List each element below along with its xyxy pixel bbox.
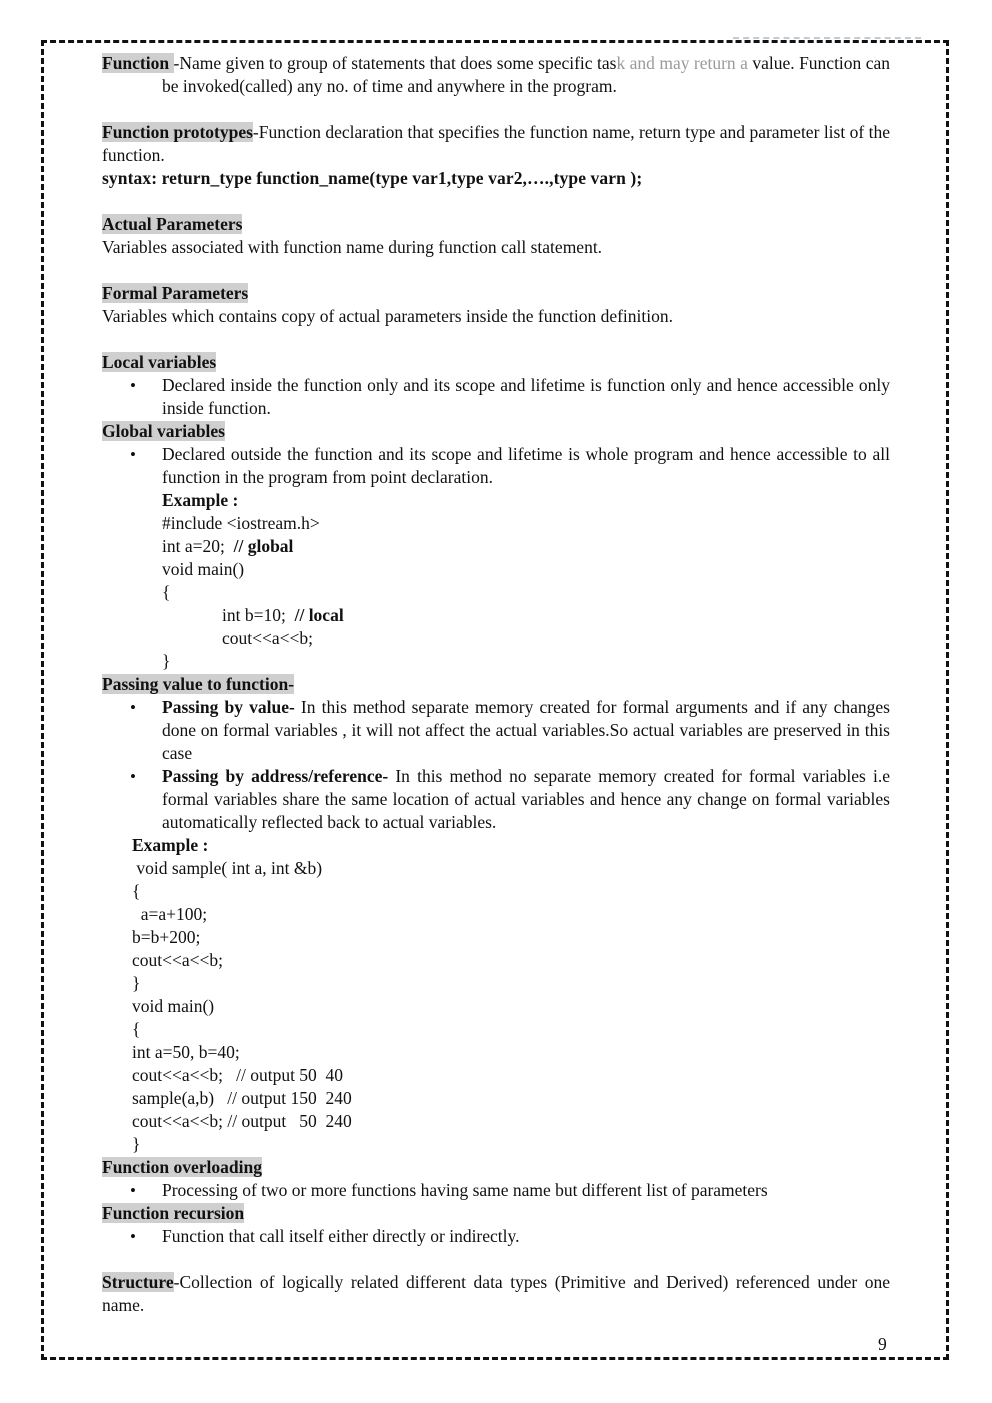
faded-text: k and may return a: [616, 53, 748, 73]
formal-params-heading: Formal Parameters: [102, 283, 249, 303]
code-line: cout<<a<<b;: [132, 950, 223, 970]
recursion-heading: Function recursion: [102, 1203, 245, 1223]
code-line: cout<<a<<b; // output 50 40: [132, 1065, 344, 1085]
code-line: b=b+200;: [132, 927, 201, 947]
local-vars-bullet: • Declared inside the function only and its scope and lifetime is function only and hence accessible only inside function.: [102, 374, 890, 420]
code-line: {: [132, 881, 141, 901]
code-line: }: [162, 651, 171, 671]
overloading-heading: Function overloading: [102, 1157, 262, 1177]
code-line: cout<<a<<b;: [222, 628, 313, 648]
code-line: int b=10; // local: [222, 605, 344, 625]
global-vars-bullet: • Declared outside the function and its scope and lifetime is whole program and hence accessible to all function in the program from point declaration.: [102, 443, 890, 489]
actual-params-text: Variables associated with function name during function call statement.: [102, 237, 603, 257]
code-line: void sample( int a, int &b): [132, 858, 323, 878]
global-example-label: Example :: [162, 490, 239, 510]
passing-by-reference-bullet: • Passing by address/reference- In this method no separate memory created for formal variables i.e formal variables share the same location of actual variables and hence any change on formal variables automatically reflected back to actual variables.: [102, 765, 890, 834]
code-line: #include <iostream.h>: [162, 513, 320, 533]
passing-heading: Passing value to function-: [102, 674, 295, 694]
term-structure: Structure: [102, 1272, 174, 1292]
local-vars-heading: Local variables: [102, 352, 217, 372]
prototype-syntax: syntax: return_type function_name(type var1,type var2,….,type varn );: [102, 168, 643, 188]
term-function: Function: [102, 53, 174, 73]
passing-by-value-bullet: • Passing by value- In this method separate memory created for formal arguments and if any changes done on formal variables , it will not affect the actual variables.So actual variables are preserved in this case: [102, 696, 890, 765]
code-line: sample(a,b) // output 150 240: [132, 1088, 352, 1108]
structure-definition: Structure-Collection of logically related different data types (Primitive and Derived) referenced under one name.: [102, 1272, 890, 1315]
code-line: int a=20; // global: [162, 536, 294, 556]
global-vars-heading: Global variables: [102, 421, 225, 441]
code-line: a=a+100;: [132, 904, 208, 924]
code-line: void main(): [162, 559, 245, 579]
prototypes-definition: Function prototypes-Function declaration that specifies the function name, return type and parameter list of the function.: [102, 122, 890, 165]
code-line: {: [162, 582, 171, 602]
recursion-bullet: • Function that call itself either directly or indirectly.: [102, 1225, 890, 1248]
faint-header-mark: [733, 37, 921, 43]
code-line: cout<<a<<b; // output 50 240: [132, 1111, 352, 1131]
overloading-bullet: • Processing of two or more functions having same name but different list of parameters: [102, 1179, 890, 1202]
function-definition: Function -Name given to group of statements that does some specific task and may return a value. Function can be invoked(called) any no. of time and anywhere in the program.: [102, 53, 891, 96]
code-line: }: [132, 1134, 141, 1154]
passing-example-label: Example :: [132, 835, 209, 855]
code-line: {: [132, 1019, 141, 1039]
page-content: [102, 52, 890, 1317]
code-line: }: [132, 973, 141, 993]
page-number: 9: [878, 1334, 887, 1354]
actual-params-heading: Actual Parameters: [102, 214, 243, 234]
code-line: int a=50, b=40;: [132, 1042, 240, 1062]
term-prototypes: Function prototypes: [102, 122, 253, 142]
formal-params-text: Variables which contains copy of actual parameters inside the function definition.: [102, 306, 673, 326]
code-line: void main(): [132, 996, 215, 1016]
